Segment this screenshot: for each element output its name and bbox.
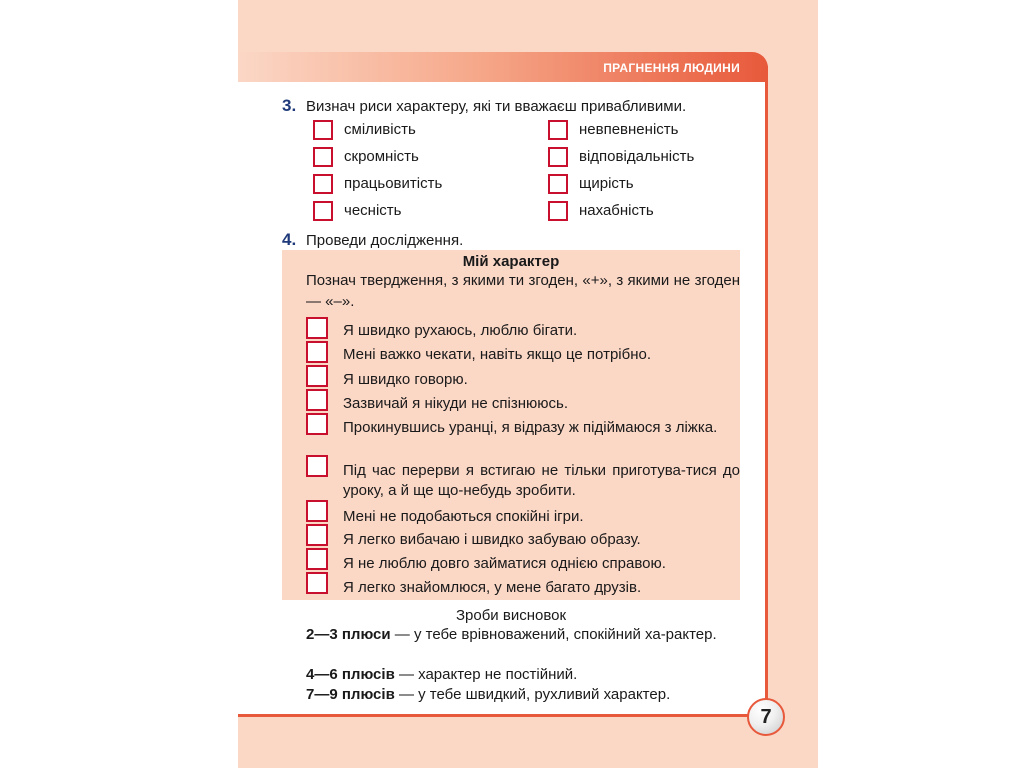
- research-title: Мій характер: [462, 253, 560, 270]
- conclusion-range: 2—3 плюси: [306, 626, 391, 643]
- statement-text: Я легко вибачаю і швидко забуваю образу.: [343, 531, 641, 548]
- statement-checkbox[interactable]: [306, 500, 328, 522]
- conclusion-title: Зроби висновок: [455, 607, 567, 624]
- option-label: відповідальність: [579, 148, 695, 165]
- option-checkbox[interactable]: [313, 147, 333, 167]
- statement-text: Мені не подобаються спокійні ігри.: [343, 508, 584, 525]
- frame-bottom-border: [238, 714, 768, 717]
- statement-checkbox[interactable]: [306, 341, 328, 363]
- header-band: [238, 52, 768, 82]
- option-checkbox[interactable]: [313, 174, 333, 194]
- conclusion-range: 4—6 плюсів: [306, 666, 395, 683]
- option-label: чесність: [344, 202, 402, 219]
- statement-text: Під час перерви я встигаю не тільки приготува-тися до уроку, а й ще що-небудь зробити.: [343, 462, 740, 499]
- option-label: нахабність: [579, 202, 654, 219]
- statement-checkbox[interactable]: [306, 317, 328, 339]
- research-instruction: Познач твердження, з якими ти згоден, «+», з якими не згоден — «–».: [306, 272, 740, 310]
- task3-text: Визнач риси характеру, які ти вважаєш привабливими.: [306, 98, 687, 115]
- statement-text: Я легко знайомлюся, у мене багато друзів.: [343, 579, 642, 596]
- option-checkbox[interactable]: [548, 147, 568, 167]
- statement-text: Я швидко говорю.: [343, 371, 468, 388]
- task4-number: 4.: [282, 230, 297, 249]
- option-label: невпевненість: [579, 121, 679, 138]
- option-checkbox[interactable]: [313, 201, 333, 221]
- conclusion-text: — у тебе врівноважений, спокійний ха-рактер.: [390, 626, 717, 643]
- statement-text: Я не люблю довго займатися однією справою.: [343, 555, 666, 572]
- conclusion-range: 7—9 плюсів: [306, 686, 395, 703]
- conclusion-item: [306, 665, 740, 685]
- option-checkbox[interactable]: [313, 120, 333, 140]
- page-number: 7: [747, 698, 785, 736]
- statement-text: Зазвичай я нікуди не спізнююсь.: [343, 395, 568, 412]
- statement-text: Прокинувшись уранці, я відразу ж підіймаюся з ліжка.: [343, 419, 718, 436]
- option-label: сміливість: [344, 121, 416, 138]
- statement-checkbox[interactable]: [306, 365, 328, 387]
- task4-text: Проведи дослідження.: [306, 232, 464, 249]
- option-checkbox[interactable]: [548, 174, 568, 194]
- statement-checkbox[interactable]: [306, 572, 328, 594]
- statement-checkbox[interactable]: [306, 524, 328, 546]
- task3-number: 3.: [282, 96, 297, 115]
- section-title: ПРАГНЕННЯ ЛЮДИНИ: [603, 61, 740, 75]
- statement-checkbox[interactable]: [306, 413, 328, 435]
- option-label: щирість: [579, 175, 634, 192]
- option-checkbox[interactable]: [548, 201, 568, 221]
- option-label: працьовитість: [344, 175, 443, 192]
- conclusion-text: — у тебе швидкий, рухливий характер.: [394, 686, 671, 703]
- statement-checkbox[interactable]: [306, 548, 328, 570]
- conclusion-text: — характер не постійний.: [394, 666, 578, 683]
- option-label: скромність: [344, 148, 419, 165]
- statement-checkbox[interactable]: [306, 455, 328, 477]
- frame-right-border: [765, 66, 768, 717]
- option-checkbox[interactable]: [548, 120, 568, 140]
- conclusion-item: [306, 685, 740, 705]
- statement-text: Мені важко чекати, навіть якщо це потрібно.: [343, 346, 651, 363]
- statement-text: Я швидко рухаюсь, люблю бігати.: [343, 322, 578, 339]
- conclusion-item: [306, 625, 740, 645]
- statement-checkbox[interactable]: [306, 389, 328, 411]
